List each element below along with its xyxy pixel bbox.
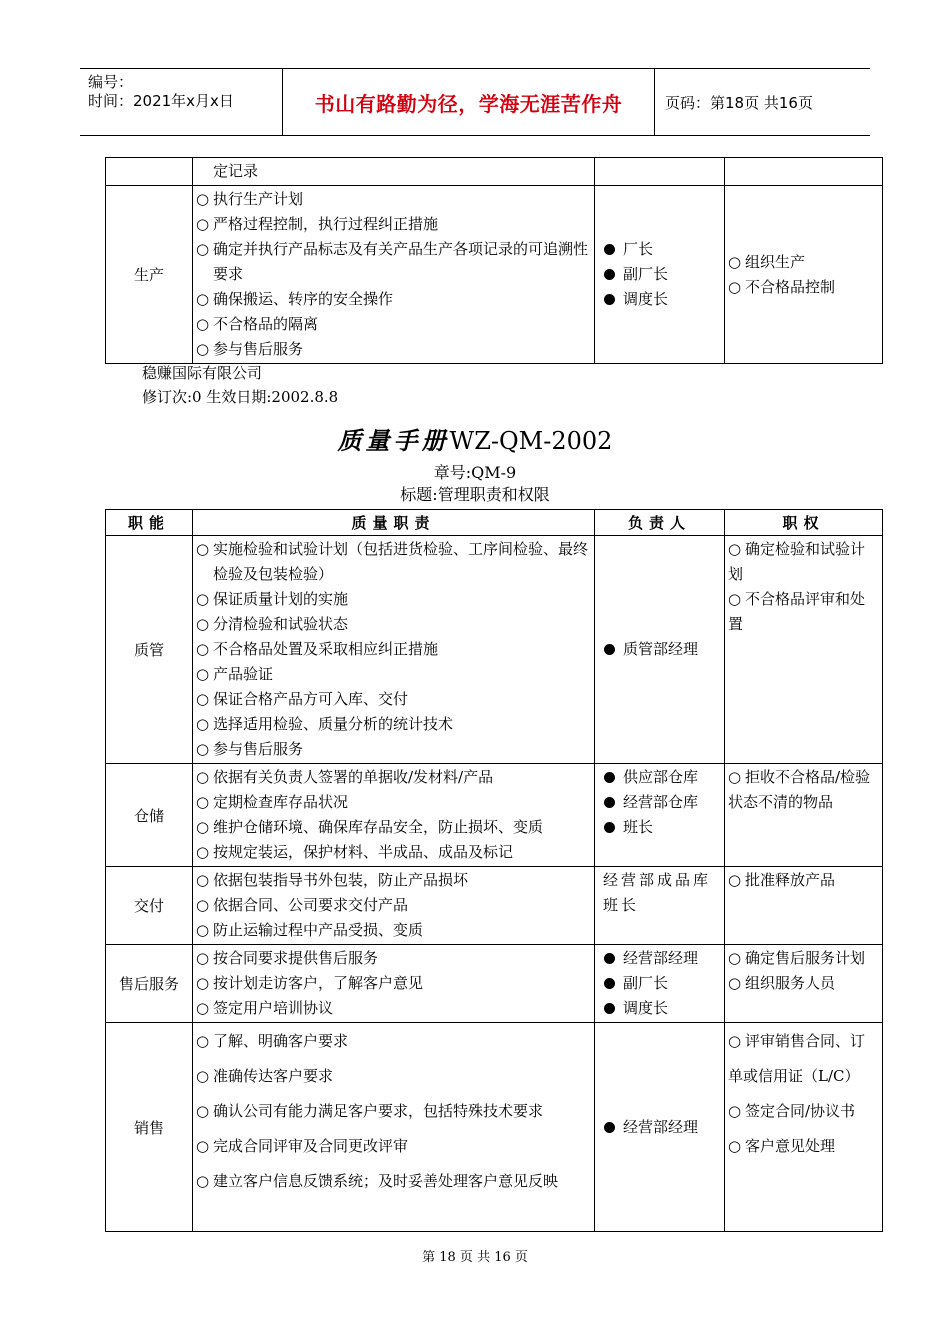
item-text: 参与售后服务: [213, 340, 304, 358]
circle-outline-icon: ○: [196, 615, 210, 633]
function-cell: 仓储: [106, 764, 193, 867]
responsible-item: [598, 237, 721, 262]
document-title: [0, 421, 950, 456]
item-text: 副厂长: [623, 265, 669, 283]
responsible-item: [598, 287, 721, 312]
responsible-item: [598, 262, 721, 287]
duties-cell: [193, 764, 595, 867]
item-text: 班长: [623, 818, 654, 836]
circle-outline-icon: ○: [728, 974, 742, 992]
page-header: [80, 68, 870, 136]
item-text: 防止运输过程中产品受损、变质: [213, 921, 424, 939]
duty-item: [196, 737, 591, 762]
item-text: 评审销售合同、订单或信用证（L/C）: [728, 1032, 866, 1085]
circle-outline-icon: ○: [196, 921, 210, 939]
chapter-info: [0, 462, 950, 506]
title-cn: 质量手册: [337, 426, 450, 455]
bullet-dot-icon: [604, 294, 615, 305]
duty-item: [196, 537, 591, 587]
continuation-row: [106, 158, 883, 186]
item-text: 维护仓储环境、确保库存品安全，防止损坏、变质: [213, 818, 544, 836]
duty-item: [196, 971, 591, 996]
duty-item: [196, 637, 591, 662]
chapter-subject: 标题:管理职责和权限: [400, 485, 550, 504]
responsible-cell: 经营部成品库班长: [595, 867, 725, 945]
circle-outline-icon: ○: [196, 715, 210, 733]
authority-cell: [725, 764, 883, 867]
item-text: 质管部经理: [623, 640, 699, 658]
responsible-item: [598, 1115, 721, 1140]
chapter-number: 章号:QM-9: [433, 463, 517, 482]
header-slogan: 书山有路勤为径，学海无涯苦作舟: [283, 69, 655, 135]
circle-outline-icon: ○: [728, 949, 742, 967]
bullet-dot-icon: [604, 978, 615, 989]
table-header-row: [106, 510, 883, 536]
duty-item: [196, 868, 591, 893]
duty-item: [196, 612, 591, 637]
header-authority: 职权: [725, 510, 883, 536]
item-text: 依据合同、公司要求交付产品: [213, 896, 409, 914]
item-text: 调度长: [623, 290, 669, 308]
circle-outline-icon: ○: [196, 215, 210, 233]
duty-item: [196, 212, 591, 237]
responsible-item: [598, 790, 721, 815]
responsible-cell: [595, 945, 725, 1023]
header-function: 职能: [106, 510, 193, 536]
bullet-dot-icon: [604, 1122, 615, 1133]
responsible-item: [598, 815, 721, 840]
item-text: 组织服务人员: [745, 974, 836, 992]
duty-item: [196, 312, 591, 337]
bullet-dot-icon: [604, 822, 615, 833]
duty-item: [196, 790, 591, 815]
duty-item: [196, 996, 591, 1021]
circle-outline-icon: ○: [196, 1137, 210, 1155]
authority-cell: [725, 186, 883, 364]
duties-cell: [193, 186, 595, 364]
table-row: [106, 186, 883, 364]
company-info: [142, 361, 338, 409]
bullet-dot-icon: [604, 244, 615, 255]
table-row-quality: [106, 536, 883, 764]
circle-outline-icon: ○: [728, 768, 742, 786]
duty-item: [196, 815, 591, 840]
function-cell: 销售: [106, 1023, 193, 1232]
circle-outline-icon: ○: [196, 190, 210, 208]
function-cell: 质管: [106, 536, 193, 764]
item-text: 按计划走访客户，了解客户意见: [213, 974, 424, 992]
circle-outline-icon: ○: [728, 252, 742, 271]
production-table: [105, 157, 883, 364]
circle-outline-icon: ○: [196, 768, 210, 786]
title-code: WZ-QM-2002: [449, 427, 613, 455]
duty-item: [196, 237, 591, 287]
bullet-dot-icon: [604, 953, 615, 964]
bullet-dot-icon: [604, 772, 615, 783]
bullet-dot-icon: [604, 1003, 615, 1014]
responsible-cell: [595, 1023, 725, 1232]
item-text: 确定售后服务计划: [745, 949, 866, 967]
circle-outline-icon: ○: [196, 1172, 210, 1190]
continuation-text: 定记录: [193, 158, 595, 186]
item-text: 依据有关负责人签署的单据收/发材料/产品: [213, 768, 494, 786]
item-text: 确定检验和试验计划: [728, 540, 866, 583]
duty-item: [196, 946, 591, 971]
circle-outline-icon: ○: [728, 1137, 742, 1155]
item-text: 产品验证: [213, 665, 274, 683]
duty-item: [196, 1094, 591, 1129]
item-text: 完成合同评审及合同更改评审: [213, 1137, 409, 1155]
duty-item: [728, 1094, 879, 1129]
circle-outline-icon: ○: [728, 590, 742, 608]
item-text: 不合格品处置及采取相应纠正措施: [213, 640, 439, 658]
circle-outline-icon: ○: [728, 1102, 742, 1120]
duties-cell: [193, 1023, 595, 1232]
responsible-item: [598, 637, 721, 662]
item-text: 签定用户培训协议: [213, 999, 334, 1017]
header-responsible: 负责人: [595, 510, 725, 536]
circle-outline-icon: ○: [196, 793, 210, 811]
table-row-sales: [106, 1023, 883, 1232]
item-text: 经营部经理: [623, 1117, 699, 1136]
circle-outline-icon: ○: [196, 665, 210, 683]
responsible-item: [598, 971, 721, 996]
item-text: 准确传达客户要求: [213, 1067, 334, 1085]
circle-outline-icon: ○: [196, 290, 210, 308]
item-text: 依据包装指导书外包装，防止产品损坏: [213, 871, 469, 889]
duty-item: [728, 765, 879, 815]
responsible-cell: [595, 764, 725, 867]
header-duties: 质量职责: [193, 510, 595, 536]
duty-item: [728, 868, 879, 893]
item-text: 厂长: [623, 240, 654, 258]
item-text: 副厂长: [623, 974, 669, 992]
function-cell: 交付: [106, 867, 193, 945]
header-page-label: 页码：第18页 共16页: [665, 93, 813, 112]
item-text: 不合格品的隔离: [213, 315, 319, 333]
circle-outline-icon: ○: [728, 871, 742, 889]
responsible-cell: [595, 536, 725, 764]
item-text: 执行生产计划: [213, 190, 304, 208]
item-text: 了解、明确客户要求: [213, 1032, 349, 1050]
responsible-item: [598, 765, 721, 790]
circle-outline-icon: ○: [196, 1032, 210, 1050]
responsibility-table: [105, 509, 883, 1232]
item-text: 供应部仓库: [623, 768, 699, 786]
circle-outline-icon: ○: [196, 818, 210, 836]
duties-cell: [193, 536, 595, 764]
item-text: 客户意见处理: [745, 1137, 836, 1155]
item-text: 建立客户信息反馈系统；及时妥善处理客户意见反映: [213, 1172, 559, 1190]
duty-item: [728, 1024, 879, 1094]
item-text: 保证质量计划的实施: [213, 590, 349, 608]
duty-item: [196, 287, 591, 312]
number-label: 编号：: [88, 73, 134, 91]
item-text: 定期检查库存品状况: [213, 793, 349, 811]
circle-outline-icon: ○: [196, 340, 210, 358]
item-text: 确认公司有能力满足客户要求，包括特殊技术要求: [213, 1102, 544, 1120]
item-text: 按规定装运，保护材料、半成品、成品及标记: [213, 843, 514, 861]
table-row-storage: [106, 764, 883, 867]
authority-cell: [725, 945, 883, 1023]
duty-item: [728, 946, 879, 971]
item-text: 签定合同/协议书: [745, 1102, 856, 1120]
circle-outline-icon: ○: [728, 1032, 742, 1050]
duty-item: [196, 1129, 591, 1164]
page-footer: 第 18 页 共 16 页: [422, 1250, 528, 1265]
responsible-item: [598, 996, 721, 1021]
item-text: 批准释放产品: [745, 871, 836, 889]
time-label: 时间：2021年x月x日: [88, 92, 234, 110]
duty-item: [196, 662, 591, 687]
circle-outline-icon: ○: [196, 999, 210, 1017]
item-text: 分清检验和试验状态: [213, 615, 349, 633]
company-name: 稳赚国际有限公司: [142, 364, 263, 382]
circle-outline-icon: ○: [196, 1102, 210, 1120]
duties-cell: [193, 945, 595, 1023]
duty-item: [728, 275, 879, 300]
circle-outline-icon: ○: [196, 240, 210, 258]
table-row-delivery: [106, 867, 883, 945]
function-cell: 售后服务: [106, 945, 193, 1023]
duty-item: [196, 187, 591, 212]
bullet-dot-icon: [604, 644, 615, 655]
duty-item: [196, 712, 591, 737]
bullet-dot-icon: [604, 269, 615, 280]
duty-item: [196, 765, 591, 790]
item-text: 确定并执行产品标志及有关产品生产各项记录的可追溯性要求: [213, 240, 589, 283]
circle-outline-icon: ○: [196, 690, 210, 708]
item-text: 实施检验和试验计划（包括进货检验、工序间检验、最终检验及包装检验）: [213, 540, 589, 583]
duty-item: [196, 840, 591, 865]
item-text: 选择适用检验、质量分析的统计技术: [213, 715, 454, 733]
header-meta: [80, 69, 283, 135]
authority-cell: [725, 867, 883, 945]
table-row-after-sales: [106, 945, 883, 1023]
duty-item: [196, 1059, 591, 1094]
circle-outline-icon: ○: [196, 949, 210, 967]
item-text: 严格过程控制，执行过程纠正措施: [213, 215, 439, 233]
duty-item: [196, 1024, 591, 1059]
item-text: 调度长: [623, 999, 669, 1017]
item-text: 经营部经理: [623, 949, 699, 967]
revision-info: 修订次:0 生效日期:2002.8.8: [142, 388, 339, 406]
circle-outline-icon: ○: [196, 640, 210, 658]
item-text: 保证合格产品方可入库、交付: [213, 690, 409, 708]
duty-item: [728, 971, 879, 996]
item-text: 确保搬运、转序的安全操作: [213, 290, 394, 308]
duty-item: [196, 1164, 591, 1199]
circle-outline-icon: ○: [728, 277, 742, 296]
circle-outline-icon: ○: [196, 974, 210, 992]
duty-item: [196, 687, 591, 712]
circle-outline-icon: ○: [196, 896, 210, 914]
duties-cell: [193, 867, 595, 945]
item-text: 拒收不合格品/检验状态不清的物品: [728, 768, 871, 811]
circle-outline-icon: ○: [196, 1067, 210, 1085]
item-text: 经营部仓库: [623, 793, 699, 811]
circle-outline-icon: ○: [196, 590, 210, 608]
circle-outline-icon: ○: [196, 315, 210, 333]
item-text: 参与售后服务: [213, 740, 304, 758]
duty-item: [728, 250, 879, 275]
item-text: 不合格品控制: [745, 277, 836, 296]
duty-item: [196, 893, 591, 918]
bullet-dot-icon: [604, 797, 615, 808]
circle-outline-icon: ○: [196, 540, 210, 558]
duty-item: [728, 587, 879, 637]
item-text: 组织生产: [745, 252, 806, 271]
duty-item: [196, 587, 591, 612]
circle-outline-icon: ○: [196, 740, 210, 758]
circle-outline-icon: ○: [728, 540, 742, 558]
circle-outline-icon: ○: [196, 843, 210, 861]
item-text: 不合格品评审和处置: [728, 590, 866, 633]
duty-item: [728, 1129, 879, 1164]
function-cell: 生产: [106, 186, 193, 364]
duty-item: [196, 918, 591, 943]
circle-outline-icon: ○: [196, 871, 210, 889]
duty-item: [196, 337, 591, 362]
item-text: 按合同要求提供售后服务: [213, 949, 379, 967]
duty-item: [728, 537, 879, 587]
responsible-cell: [595, 186, 725, 364]
authority-cell: [725, 1023, 883, 1232]
authority-cell: [725, 536, 883, 764]
responsible-item: [598, 946, 721, 971]
